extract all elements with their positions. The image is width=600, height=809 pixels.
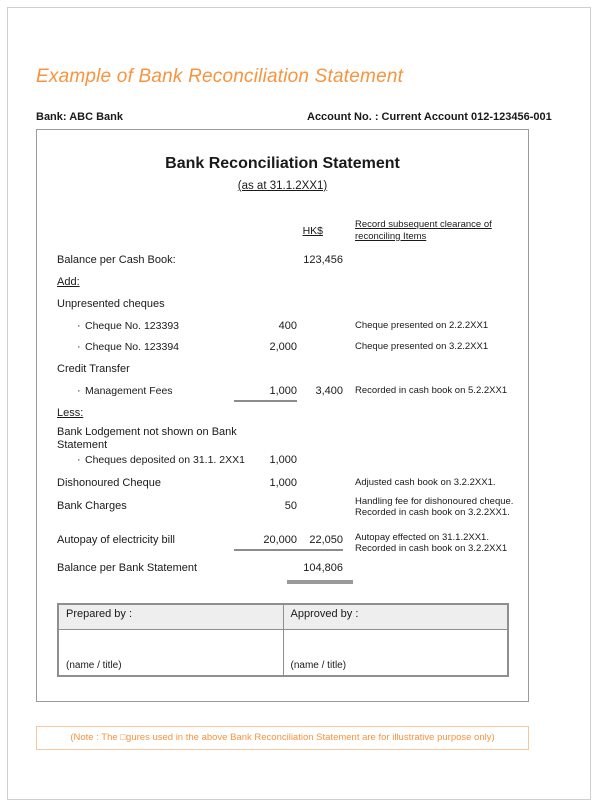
row-label-cheque-123393: · Cheque No. 123393: [77, 320, 179, 332]
row-note-cheque-123393: Cheque presented on 2.2.2XX1: [355, 320, 489, 331]
row-note-cheque-123394: Cheque presented on 3.2.2XX1: [355, 341, 489, 352]
row-amount1-autopay-electricity: 20,000: [263, 534, 297, 546]
row-amount1-cheque-123393: 400: [278, 320, 297, 332]
approved-by-header: Approved by :: [283, 605, 508, 630]
subtotal-rule-credit-transfer: [234, 400, 297, 402]
table-row-headers: [59, 605, 508, 630]
total-rule-balance-bank-statement: [287, 580, 353, 584]
row-label-credit-transfer: Credit Transfer: [57, 363, 130, 375]
row-amount1-cheques-deposited: 1,000: [269, 454, 297, 466]
subtotal-rule-less-section: [234, 549, 343, 551]
row-amount1-cheque-123394: 2,000: [269, 341, 297, 353]
row-label-autopay-electricity: Autopay of electricity bill: [57, 534, 175, 546]
row-amount2-balance-cash-book: 123,456: [303, 254, 343, 266]
approved-by-cell[interactable]: [283, 630, 508, 676]
row-amount1-management-fees: 1,000: [269, 385, 297, 397]
row-amount2-balance-bank-statement: 104,806: [303, 562, 343, 574]
page-title: Example of Bank Reconciliation Statement: [36, 66, 404, 87]
row-label-add: Add:: [57, 276, 80, 288]
row-note-autopay-electricity: Autopay effected on 31.1.2XX1. Recorded in cash book on 3.2.2XX1: [355, 532, 508, 554]
prepared-by-header: Prepared by :: [59, 605, 284, 630]
statement-subheading: (as at 31.1.2XX1): [237, 180, 328, 192]
row-label-less: Less:: [57, 407, 84, 419]
row-label-balance-cash-book: Balance per Cash Book:: [57, 254, 176, 266]
row-label-bank-charges: Bank Charges: [57, 500, 127, 512]
row-label-management-fees: · Management Fees: [77, 385, 173, 397]
table-row-signatures: [59, 630, 508, 676]
prepared-by-cell[interactable]: [59, 630, 284, 676]
page-sheet: [7, 7, 591, 800]
row-label-balance-bank-statement: Balance per Bank Statement: [57, 562, 198, 574]
row-amount1-dishonoured-cheque: 1,000: [269, 477, 297, 489]
bank-name: Bank: ABC Bank: [36, 111, 123, 123]
row-label-dishonoured-cheque: Dishonoured Cheque: [57, 477, 161, 489]
statement-frame: [36, 129, 529, 702]
approved-by-hint: (name / title): [290, 660, 347, 671]
account-number: Account No. : Current Account 012-123456-001: [307, 111, 552, 123]
prepared-by-hint: (name / title): [66, 660, 122, 671]
signoff-table: [57, 603, 509, 677]
row-label-bank-lodgement: Bank Lodgement not shown on Bank Statement: [57, 426, 237, 451]
notes-column-header: Record subsequent clearance of reconciling Items: [355, 219, 492, 242]
statement-heading: Bank Reconciliation Statement: [165, 155, 400, 172]
row-amount1-bank-charges: 50: [284, 500, 297, 512]
row-label-cheques-deposited: · Cheques deposited on 31.1. 2XX1: [77, 454, 245, 466]
row-amount2-management-fees: 3,400: [315, 385, 343, 397]
row-note-management-fees: Recorded in cash book on 5.2.2XX1: [355, 385, 508, 396]
row-label-cheque-123394: · Cheque No. 123394: [77, 341, 179, 353]
row-amount2-autopay-electricity: 22,050: [309, 534, 343, 546]
footer-disclaimer: (Note : The □gures used in the above Bank Reconciliation Statement are for illustrative purpose only): [36, 726, 529, 750]
row-note-bank-charges: Handling fee for dishonoured cheque. Recorded in cash book on 3.2.2XX1.: [355, 496, 514, 518]
row-label-unpresented-cheques: Unpresented cheques: [57, 298, 165, 310]
amount-column-header: HK$: [302, 225, 323, 237]
row-note-dishonoured-cheque: Adjusted cash book on 3.2.2XX1.: [355, 477, 496, 488]
